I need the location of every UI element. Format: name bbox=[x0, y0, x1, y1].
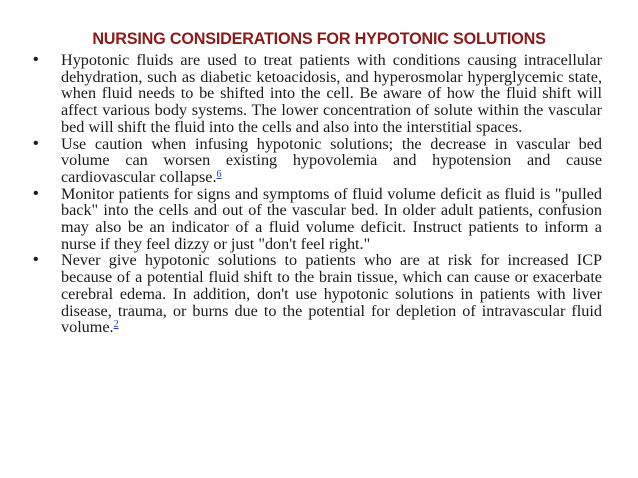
bullet-text-3: Monitor patients for signs and symptoms of fluid volume deficit as fluid is "pulled back" into the cells and out of the vascular bed. In older adult patients, confusion may also be an indicator of a fluid volume deficit. Instruct patients to inform a nurse if they feel dizzy or just "don't feel right." bbox=[61, 184, 602, 253]
bullet-dot-icon: • bbox=[33, 184, 39, 202]
bullet-dot-icon: • bbox=[33, 251, 39, 269]
bullet-item-4 bbox=[30, 252, 602, 336]
bullet-dot-icon: • bbox=[33, 134, 39, 152]
bullet-text-4: Never give hypotonic solutions to patients who are at risk for increased ICP because of a potential fluid shift to the brain tissue, which can cause or exacerbate cerebral edema. In addition, don't use hypotonic solutions in patients with liver disease, trauma, or burns due to the potential for depletion of intravascular fluid volume. bbox=[61, 251, 602, 337]
slide-title: NURSING CONSIDERATIONS FOR HYPOTONIC SOLUTIONS bbox=[92, 30, 546, 48]
bullet-item-3 bbox=[30, 186, 602, 253]
bullet-item-2 bbox=[30, 136, 602, 186]
citation-link[interactable]: 2 bbox=[113, 319, 119, 331]
citation-link[interactable]: 6 bbox=[216, 168, 222, 180]
bullet-text-2: Use caution when infusing hypotonic solutions; the decrease in vascular bed volume can worsen existing hypovolemia and hypotension and cause cardiovascular collapse. bbox=[61, 134, 602, 186]
bullet-text-1: Hypotonic fluids are used to treat patients with conditions causing intracellular dehydration, such as diabetic ketoacidosis, and hyperosmolar hyperglycemic state, when fluid needs to be shifted into the cell. Be aware of how the fluid shift will affect various body systems. The lower concentration of solute within the vascular bed will shift the fluid into the cells and also into the interstitial spaces. bbox=[61, 51, 602, 136]
bullet-dot-icon: • bbox=[33, 51, 39, 68]
bullet-list bbox=[30, 52, 602, 336]
bullet-item-1 bbox=[30, 52, 602, 136]
